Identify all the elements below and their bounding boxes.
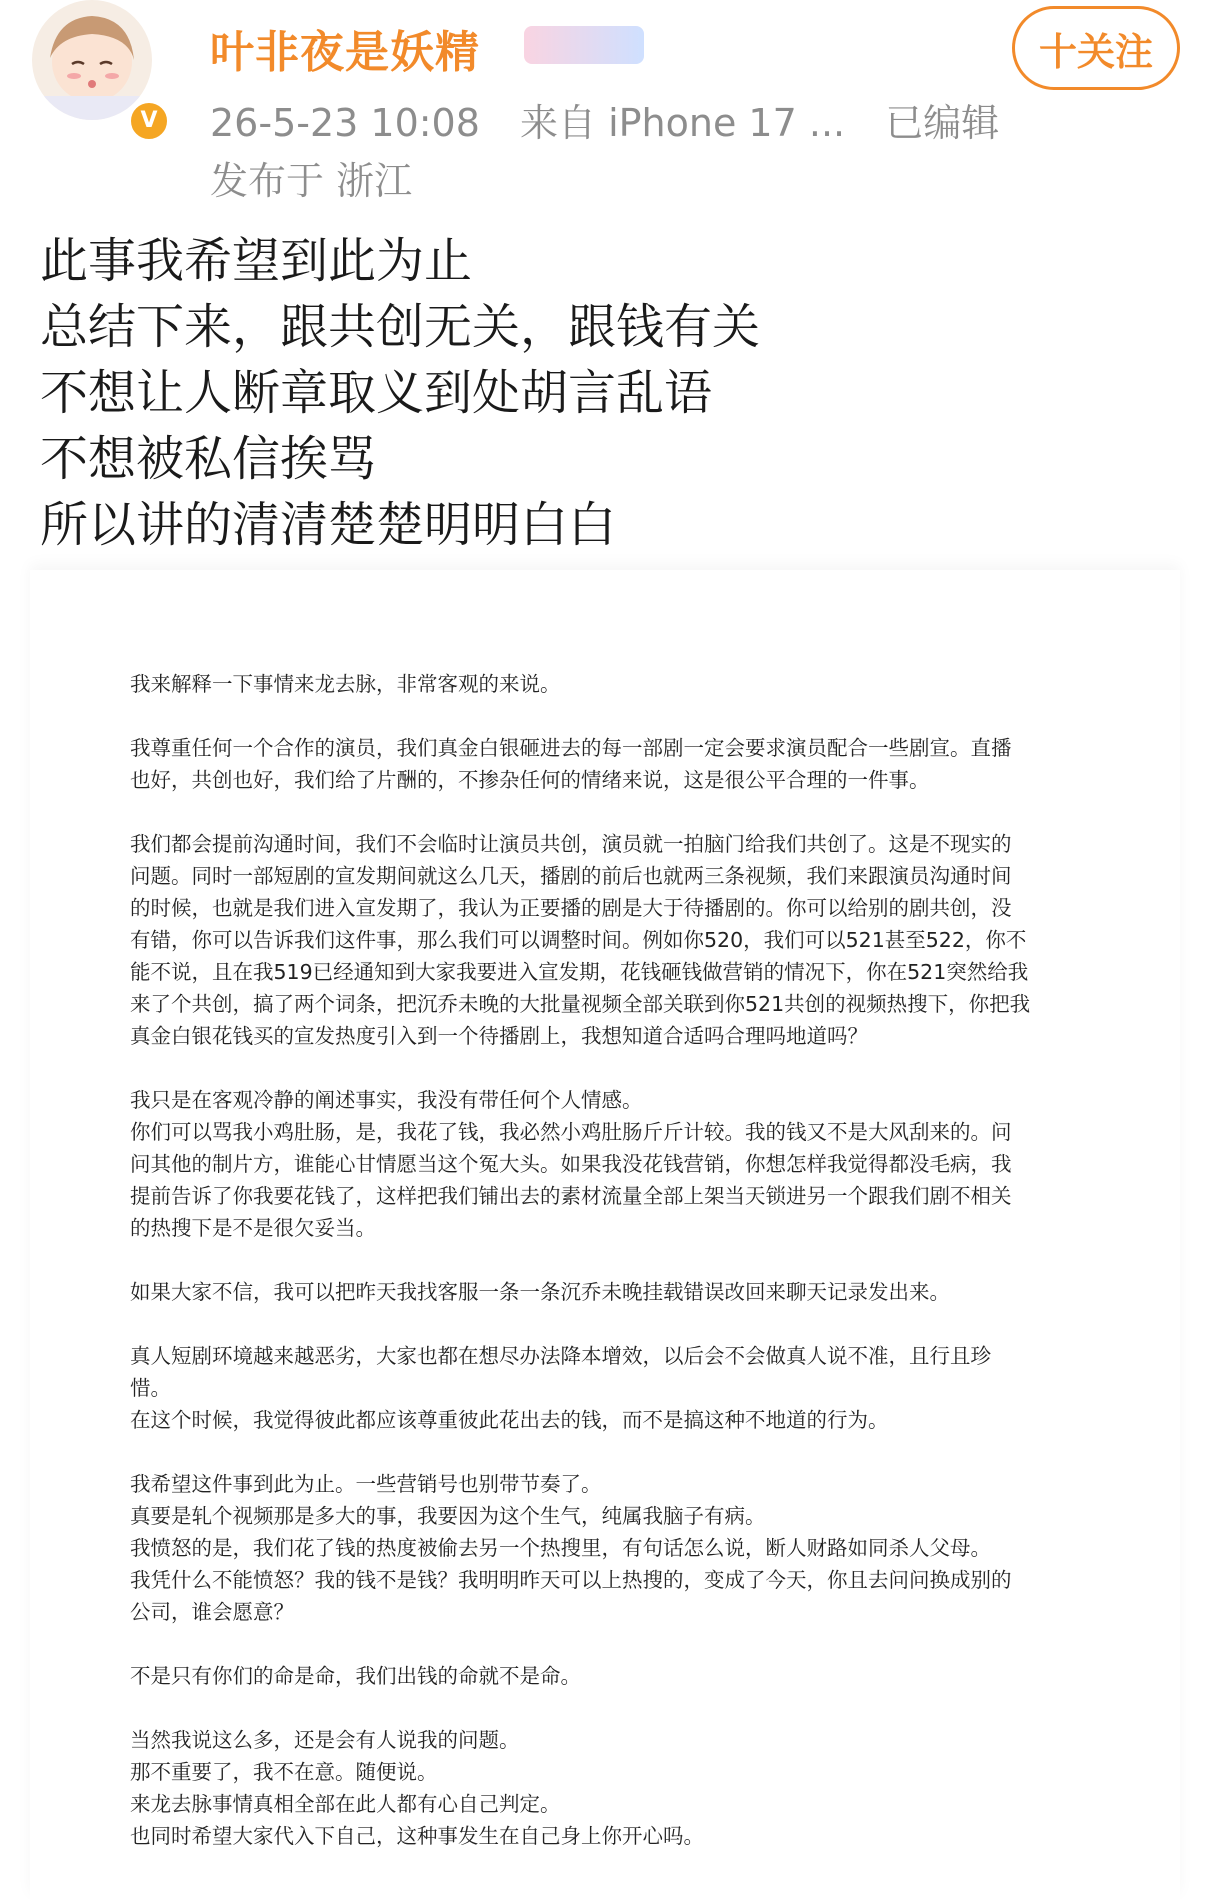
statement-line: 我尊重任何一个合作的演员，我们真金白银砸进去的每一部剧一定会要求演员配合一些剧宣。直播 <box>130 736 1012 760</box>
post-timestamp: 26-5-23 10:08 <box>210 101 480 145</box>
post-header <box>0 0 1216 203</box>
post-text <box>40 228 1180 558</box>
statement-paragraph <box>130 1660 1130 1692</box>
statement-paragraph <box>130 1276 1130 1308</box>
avatar-illustration-icon <box>32 0 152 120</box>
username[interactable]: 叶非夜是妖精 <box>210 27 480 78</box>
statement-line: 公司，谁会愿意？ <box>130 1600 294 1624</box>
post-line: 不想让人断章取义到处胡言乱语 <box>40 365 713 421</box>
member-level-badge-icon[interactable] <box>524 26 644 64</box>
statement-line: 有错，你可以告诉我们这件事，那么我们可以调整时间。例如你520，我们可以521甚至522，你不 <box>130 928 1027 952</box>
statement-line: 的热搜下是不是很欠妥当。 <box>130 1216 376 1240</box>
post-line: 此事我希望到此为止 <box>40 233 473 289</box>
statement-line: 问其他的制片方，谁能心甘情愿当这个冤大头。如果我没花钱营销，你想怎样我觉得都没毛病，我 <box>130 1152 1012 1176</box>
avatar[interactable] <box>32 0 152 120</box>
statement-line: 提前告诉了你我要花钱了，这样把我们铺出去的素材流量全部上架当天锁进另一个跟我们剧不相关 <box>130 1184 1012 1208</box>
statement-line: 我凭什么不能愤怒？我的钱不是钱？我明明昨天可以上热搜的，变成了今天，你且去问问换成别的 <box>130 1568 1012 1592</box>
statement-line: 在这个时候，我觉得彼此都应该尊重彼此花出去的钱，而不是搞这种不地道的行为。 <box>130 1408 889 1432</box>
statement-line: 来了个共创，搞了两个词条，把沉乔未晚的大批量视频全部关联到你521共创的视频热搜下，你把我 <box>130 992 1031 1016</box>
statement-line: 我愤怒的是，我们花了钱的热度被偷去另一个热搜里，有句话怎么说，断人财路如同杀人父母。 <box>130 1536 991 1560</box>
edited-label[interactable]: 已编辑 <box>885 101 1000 145</box>
verified-badge-icon: V <box>128 100 170 142</box>
statement-line: 也好，共创也好，我们给了片酬的，不掺杂任何的情绪来说，这是很公平合理的一件事。 <box>130 768 930 792</box>
post-location: 发布于 浙江 <box>210 159 413 203</box>
post-meta <box>210 92 1027 147</box>
statement-line: 那不重要了，我不在意。随便说。 <box>130 1760 438 1784</box>
statement-paragraph <box>130 1468 1130 1628</box>
follow-button[interactable]: 十关注 <box>1012 6 1180 90</box>
statement-paragraph <box>130 1084 1130 1244</box>
post-line: 总结下来，跟共创无关，跟钱有关 <box>40 299 761 355</box>
statement-line: 来龙去脉事情真相全部在此人都有心自己判定。 <box>130 1792 561 1816</box>
statement-line: 我希望这件事到此为止。一些营销号也别带节奏了。 <box>130 1472 602 1496</box>
statement-line: 不是只有你们的命是命，我们出钱的命就不是命。 <box>130 1664 581 1688</box>
statement-line: 你们可以骂我小鸡肚肠，是，我花了钱，我必然小鸡肚肠斤斤计较。我的钱又不是大风刮来的。问 <box>130 1120 1012 1144</box>
statement-line: 真要是轧个视频那是多大的事，我要因为这个生气，纯属我脑子有病。 <box>130 1504 766 1528</box>
statement-line: 当然我说这么多，还是会有人说我的问题。 <box>130 1728 520 1752</box>
statement-line: 我只是在客观冷静的阐述事实，我没有带任何个人情感。 <box>130 1088 643 1112</box>
statement-paragraph <box>130 1340 1130 1436</box>
statement-line: 惜。 <box>130 1376 171 1400</box>
statement-line: 问题。同时一部短剧的宣发期间就这么几天，播剧的前后也就两三条视频，我们来跟演员沟通时间 <box>130 864 1012 888</box>
statement-line: 的时候，也就是我们进入宣发期了，我认为正要播的剧是大于待播剧的。你可以给别的剧共创，没 <box>130 896 1012 920</box>
statement-paragraph <box>130 828 1130 1052</box>
statement-line: 也同时希望大家代入下自己，这种事发生在自己身上你开心吗。 <box>130 1824 704 1848</box>
statement-paragraph <box>130 1724 1130 1852</box>
statement-line: 我们都会提前沟通时间，我们不会临时让演员共创，演员就一拍脑门给我们共创了。这是不现实的 <box>130 832 1012 856</box>
statement-line: 真金白银花钱买的宣发热度引入到一个待播剧上，我想知道合适吗合理吗地道吗？ <box>130 1024 868 1048</box>
statement-paragraph <box>130 732 1130 796</box>
statement-line: 真人短剧环境越来越恶劣，大家也都在想尽办法降本增效，以后会不会做真人说不准，且行且珍 <box>130 1344 991 1368</box>
post-line: 所以讲的清清楚楚明明白白 <box>40 497 617 553</box>
statement-body <box>130 668 1130 1884</box>
statement-line: 我来解释一下事情来龙去脉，非常客观的来说。 <box>130 672 561 696</box>
statement-image[interactable] <box>30 570 1180 1899</box>
post-source[interactable]: 来自 iPhone 17 ... <box>520 101 846 145</box>
post-line: 不想被私信挨骂 <box>40 431 377 487</box>
statement-line: 能不说，且在我519已经通知到大家我要进入宣发期，花钱砸钱做营销的情况下，你在521突然给我 <box>130 960 1029 984</box>
statement-line: 如果大家不信，我可以把昨天我找客服一条一条沉乔未晚挂载错误改回来聊天记录发出来。 <box>130 1280 950 1304</box>
statement-paragraph <box>130 668 1130 700</box>
